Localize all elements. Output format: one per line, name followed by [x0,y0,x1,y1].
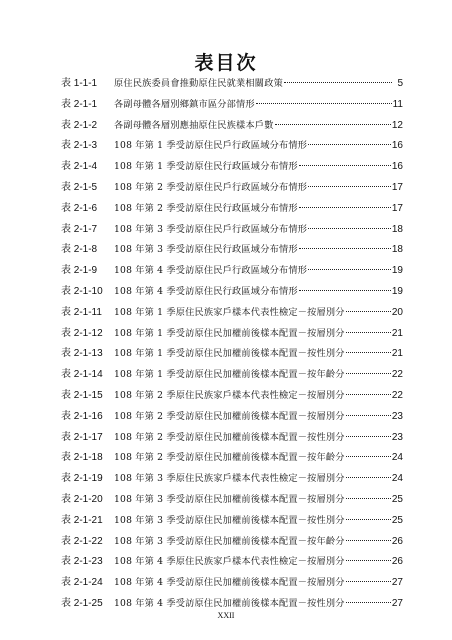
toc-leader-dots [308,186,391,187]
toc-entry[interactable] [61,95,403,116]
toc-leader-dots [346,498,391,499]
toc-leader-dots [299,248,391,249]
toc-entry-label: 108 年第 2 季受訪原住民戶行政區域分布情形 [114,181,308,193]
toc-entry-label: 108 年第 1 季受訪原住民加權前後樣本配置－按層別分 [114,327,345,339]
toc-leader-dots [346,540,391,541]
toc-entry-number: 表 2-1-7 [61,223,98,235]
toc-entry-number: 表 2-1-6 [61,202,98,214]
toc-entry-page: 19 [391,265,403,277]
toc-entry-number: 表 2-1-21 [61,514,103,526]
toc-entry[interactable] [61,136,403,157]
toc-entry[interactable] [61,303,403,324]
toc-entry[interactable] [61,428,403,449]
toc-entry-page: 19 [391,285,403,297]
toc-entry-number: 表 2-1-5 [61,181,98,193]
toc-entry[interactable] [61,261,403,282]
toc-entry-number: 表 2-1-10 [61,285,103,297]
toc-entry[interactable] [61,178,403,199]
toc-entry-label: 108 年第 2 季受訪原住民行政區域分布情形 [114,202,298,214]
toc-entry-number: 表 2-1-25 [61,597,103,609]
toc-entry-number: 表 2-1-11 [61,306,102,318]
toc-entry-label: 108 年第 1 季原住民族家戶樣本代表性檢定－按層別分 [114,306,345,318]
toc-entry-page: 27 [391,597,403,609]
toc-leader-dots [308,269,391,270]
toc-entry-label: 108 年第 1 季受訪原住民加權前後樣本配置－按性別分 [114,348,345,360]
toc-entry-label: 108 年第 4 季受訪原住民行政區域分布情形 [114,285,298,297]
toc-entry[interactable] [61,532,403,553]
toc-entry-page: 26 [391,535,403,547]
toc-entry-label: 108 年第 2 季受訪原住民加權前後樣本配置－按層別分 [114,410,345,422]
toc-entry-page: 22 [391,369,403,381]
toc-entry-page: 12 [391,119,403,131]
toc-entry[interactable] [61,324,403,345]
toc-entry-page: 17 [391,181,403,193]
toc-entry-label: 各副母體各層別鄉鎮市區分部情形 [114,98,255,110]
toc-entry-page: 5 [397,78,403,89]
toc-entry[interactable] [61,469,403,490]
toc-entry-label: 108 年第 4 季受訪原住民加權前後樣本配置－按性別分 [114,597,345,609]
toc-entry-label: 108 年第 3 季受訪原住民加權前後樣本配置－按層別分 [114,493,345,505]
toc-entry-number: 表 2-1-4 [61,161,98,173]
toc-entry-number: 表 2-1-16 [61,410,103,422]
toc-entry-page: 16 [391,140,403,152]
toc-entry-page: 25 [391,514,403,526]
toc-entry-page: 16 [391,161,403,173]
toc-entry[interactable] [61,365,403,386]
toc-leader-dots [308,144,391,145]
toc-entry-label: 108 年第 3 季受訪原住民戶行政區域分布情形 [114,223,308,235]
toc-leader-dots [275,124,391,125]
toc-entry-number: 表 2-1-18 [61,452,103,464]
toc-entry[interactable] [61,157,403,178]
toc-entry-number: 表 2-1-1 [61,98,98,110]
toc-leader-dots [256,103,392,104]
toc-entry-number: 表 2-1-20 [61,493,103,505]
toc-entry[interactable] [61,552,403,573]
toc-entry-number: 表 2-1-23 [61,556,103,568]
toc-entry-page: 26 [391,556,403,568]
toc-leader-dots [346,436,391,437]
toc-leader-dots [346,311,391,312]
toc-entry-label: 108 年第 2 季受訪原住民加權前後樣本配置－按性別分 [114,431,345,443]
toc-entry-page: 23 [391,410,403,422]
toc-entry-number: 表 2-1-14 [61,369,103,381]
toc-entry-number: 表 2-1-3 [61,140,98,152]
toc-leader-dots [346,373,391,374]
page-number: XXII [217,611,235,620]
toc-entry-label: 108 年第 1 季受訪原住民加權前後樣本配置－按年齡分 [114,369,345,381]
toc-entry-page: 21 [391,327,403,339]
toc-entry[interactable] [61,240,403,261]
toc-entry[interactable] [61,386,403,407]
toc-leader-dots [346,415,391,416]
toc-leader-dots [346,581,391,582]
toc-entry-label: 原住民族委員會推動原住民就業相關政策 [114,78,283,89]
toc-entry-number: 表 1-1-1 [61,78,98,89]
page-title: 表目次 [194,51,258,74]
toc-leader-dots [346,602,391,603]
toc-leader-dots [299,165,391,166]
toc-entry-page: 11 [392,98,403,110]
toc-entry-page: 23 [391,431,403,443]
toc-entry[interactable] [61,74,403,95]
toc-entry[interactable] [61,407,403,428]
toc-leader-dots [346,352,391,353]
toc-entry-page: 27 [391,577,403,589]
toc-entry-page: 21 [391,348,403,360]
toc-entry-page: 25 [391,493,403,505]
toc-entry-label: 108 年第 4 季受訪原住民加權前後樣本配置－按層別分 [114,577,345,589]
toc-entry-label: 各副母體各層別應抽原住民族樣本戶數 [114,119,274,131]
toc-leader-dots [346,332,391,333]
toc-entry-page: 18 [391,244,403,256]
toc-entry[interactable] [61,220,403,241]
toc-entry-number: 表 2-1-13 [61,348,103,360]
toc-entry-page: 24 [391,452,403,464]
toc-leader-dots [284,82,392,83]
toc-entry-number: 表 2-1-8 [61,244,98,256]
table-of-contents-list [61,74,403,615]
toc-entry[interactable] [61,573,403,594]
toc-entry[interactable] [61,344,403,365]
toc-entry-page: 24 [391,473,403,485]
toc-entry-page: 18 [391,223,403,235]
toc-entry-number: 表 2-1-9 [61,265,98,277]
toc-entry-label: 108 年第 2 季受訪原住民加權前後樣本配置－按年齡分 [114,452,345,464]
toc-entry[interactable] [61,490,403,511]
toc-entry[interactable] [61,448,403,469]
toc-entry-page: 22 [391,389,403,401]
toc-entry-label: 108 年第 4 季受訪原住民戶行政區域分布情形 [114,265,308,277]
toc-leader-dots [299,290,391,291]
toc-leader-dots [299,207,391,208]
toc-entry-label: 108 年第 3 季受訪原住民加權前後樣本配置－按年齡分 [114,535,345,547]
toc-entry-label: 108 年第 4 季原住民族家戶樣本代表性檢定－按層別分 [114,556,345,568]
toc-entry-page: 20 [391,306,403,318]
toc-entry-number: 表 2-1-22 [61,535,103,547]
toc-entry-number: 表 2-1-24 [61,577,103,589]
toc-entry-label: 108 年第 2 季原住民族家戶樣本代表性檢定－按層別分 [114,389,345,401]
toc-entry[interactable] [61,116,403,137]
toc-leader-dots [346,477,391,478]
toc-entry-number: 表 2-1-12 [61,327,103,339]
toc-leader-dots [346,394,391,395]
toc-entry-number: 表 2-1-17 [61,431,103,443]
toc-leader-dots [346,519,391,520]
toc-leader-dots [346,560,391,561]
toc-entry-label: 108 年第 1 季受訪原住民行政區域分布情形 [114,161,298,173]
toc-leader-dots [308,228,391,229]
toc-entry[interactable] [61,511,403,532]
toc-entry-label: 108 年第 3 季受訪原住民行政區域分布情形 [114,244,298,256]
toc-entry-number: 表 2-1-19 [61,473,103,485]
toc-entry-page: 17 [391,202,403,214]
toc-entry[interactable] [61,199,403,220]
toc-entry-number: 表 2-1-2 [61,119,98,131]
toc-entry-label: 108 年第 1 季受訪原住民戶行政區域分布情形 [114,140,308,152]
toc-leader-dots [346,456,391,457]
toc-entry[interactable] [61,282,403,303]
toc-entry-number: 表 2-1-15 [61,389,103,401]
toc-entry-label: 108 年第 3 季受訪原住民加權前後樣本配置－按性別分 [114,514,345,526]
toc-entry-label: 108 年第 3 季原住民族家戶樣本代表性檢定－按層別分 [114,473,345,485]
